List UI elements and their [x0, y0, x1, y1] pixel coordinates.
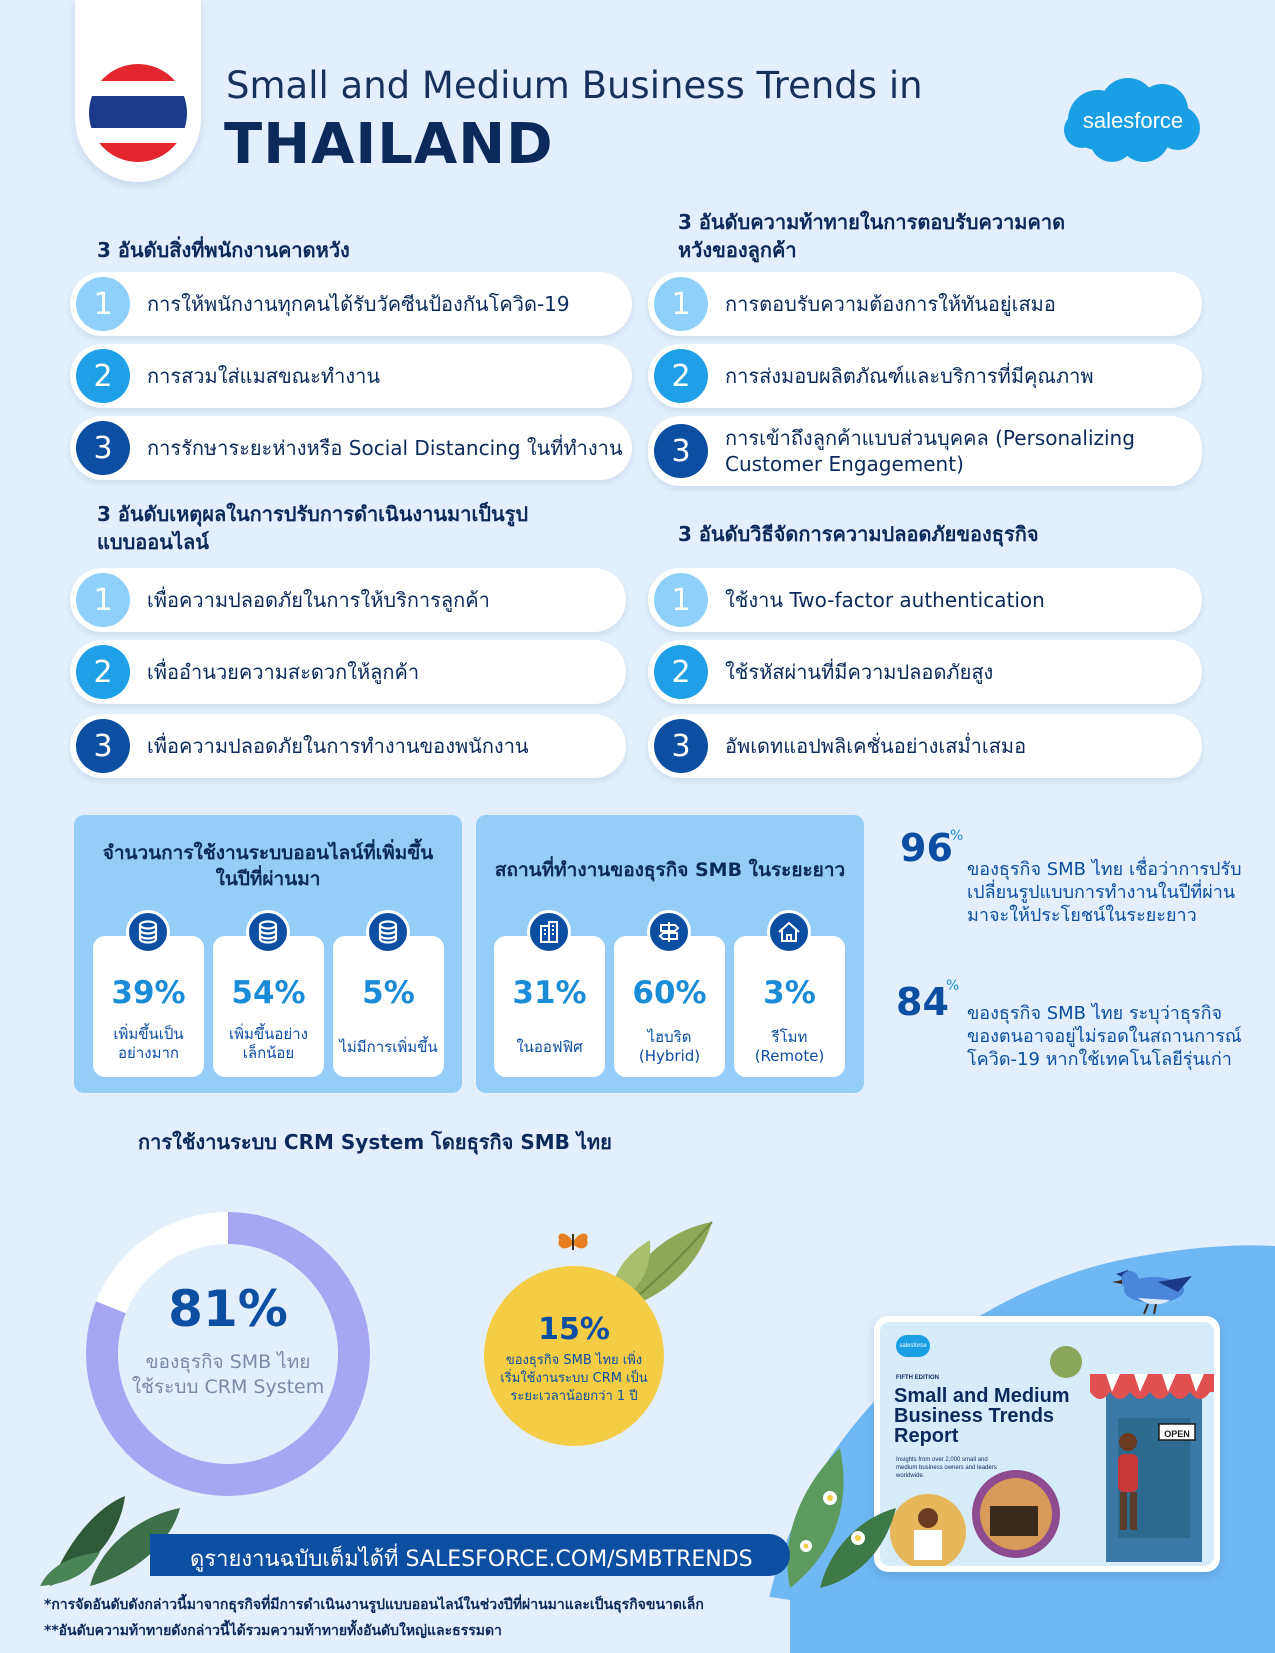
rank-badge: 1: [654, 277, 708, 331]
butterfly-icon: [556, 1228, 590, 1256]
stat-label: รีโมท (Remote): [754, 1028, 825, 1065]
footer-cta-link[interactable]: ดูรายงานฉบับเต็มได้ที่ SALESFORCE.COM/SMBTRENDS: [190, 1547, 753, 1572]
list-item-text: การตอบรับความต้องการให้ทันอยู่เสมอ: [725, 292, 1056, 316]
list-item: [70, 640, 626, 704]
stat-label: เพิ่มขึ้นเป็นอย่างมาก: [113, 1025, 184, 1062]
percent-sign: %: [946, 978, 960, 994]
list-item: [648, 344, 1202, 408]
report-logo: salesforce: [896, 1335, 930, 1357]
list-item: [70, 416, 632, 480]
open-sign: OPEN: [1164, 1429, 1190, 1439]
list-item: [648, 714, 1202, 778]
stat-percent: 39%: [111, 975, 186, 1011]
salesforce-logo[interactable]: [1062, 72, 1204, 168]
list-item-text: การรักษาระยะห่างหรือ Social Distancing ในที่ทำงาน: [147, 436, 623, 460]
title-line1: Small and Medium Business Trends in: [226, 64, 923, 107]
list-item: [70, 344, 632, 408]
list-item: [70, 272, 632, 336]
online-usage-title: จำนวนการใช้งานระบบออนไลน์ที่เพิ่มขึ้นในปีที่ผ่านมา: [102, 842, 434, 890]
challenges-section-title: 3 อันดับความท้าทายในการตอบรับความคาดหวังของลูกค้า: [678, 210, 1066, 262]
stat-percent: 54%: [231, 975, 306, 1011]
rank-badge: 3: [76, 719, 130, 773]
rank-badge: 2: [654, 645, 708, 699]
report-subtitle: Insights from over 2,000 small and medium business owners and leaders worldwide.: [896, 1457, 997, 1479]
list-item: [648, 640, 1202, 704]
stat-percent: 3%: [763, 975, 816, 1011]
employees-section-title: 3 อันดับสิ่งที่พนักงานคาดหวัง: [97, 238, 350, 262]
footnote-2: **อันดับความท้าทายดังกล่าวนี้ได้รวมความท้าทายทั้งอันดับใหญ่และธรรมดา: [44, 1623, 502, 1639]
crm-section-title: การใช้งานระบบ CRM System โดยธุรกิจ SMB ไทย: [138, 1130, 612, 1154]
donut-percent: 81%: [168, 1280, 288, 1338]
online-section-title: 3 อันดับเหตุผลในการปรับการดำเนินงานมาเป็นรูปแบบออนไลน์: [97, 502, 529, 554]
rank-badge: 3: [654, 719, 708, 773]
stat-description: ของธุรกิจ SMB ไทย เชื่อว่าการปรับเปลี่ยนรูปแบบการทำงานในปีที่ผ่านมาจะให้ประโยชน์ในระยะยาว: [967, 859, 1242, 926]
list-item-text: ใช้รหัสผ่านที่มีความปลอดภัยสูง: [725, 660, 994, 684]
report-edition: FIFTH EDITION: [896, 1375, 939, 1381]
list-item-text: เพื่ออำนวยความสะดวกให้ลูกค้า: [147, 660, 420, 684]
list-item-text: การให้พนักงานทุกคนได้รับวัคซีนป้องกันโควิด-19: [147, 292, 570, 316]
rank-badge: 2: [76, 349, 130, 403]
bird-icon: [1108, 1262, 1194, 1316]
office-building-icon: [527, 910, 571, 954]
database-icon: [246, 910, 290, 954]
stat-description: ของธุรกิจ SMB ไทย ระบุว่าธุรกิจของตนอาจอยู่ไม่รอดในสถานการณ์โควิด-19 หากใช้เทคโนโลยีรุ่นเก่า: [967, 1003, 1242, 1070]
bubble-text: ของธุรกิจ SMB ไทย เพิ่งเริ่มใช้งานระบบ CRM เป็นระยะเวลาน้อยกว่า 1 ปี: [500, 1353, 648, 1404]
list-item: [648, 416, 1202, 486]
list-item-text: เพื่อความปลอดภัยในการให้บริการลูกค้า: [147, 588, 490, 612]
stat-number: 84: [896, 980, 949, 1024]
list-item-text: การสวมใส่แมสขณะทำงาน: [147, 364, 381, 388]
database-icon: [126, 910, 170, 954]
stat-label: เพิ่มขึ้นอย่างเล็กน้อย: [229, 1025, 308, 1062]
percent-sign: %: [950, 828, 964, 844]
stat-number: 96: [900, 826, 953, 870]
list-item-text: อัพเดทแอปพลิเคชั่นอย่างเสมํ่าเสมอ: [725, 734, 1027, 758]
database-icon: [366, 910, 410, 954]
rank-badge: 3: [76, 421, 130, 475]
list-item: [648, 568, 1202, 632]
donut-text-line2: ใช้ระบบ CRM System: [131, 1376, 325, 1398]
list-item-text: ใช้งาน Two-factor authentication: [725, 588, 1045, 612]
footnote-1: *การจัดอันดับดังกล่าวนี้มาจากธุรกิจที่มีการดำเนินงานรูปแบบออนไลน์ในช่วงปีที่ผ่านมาและเป็นธุรกิจขนาดเล็ก: [44, 1597, 704, 1613]
security-section-title: 3 อันดับวิธีจัดการความปลอดภัยของธุรกิจ: [678, 522, 1039, 546]
rank-badge: 1: [654, 573, 708, 627]
signpost-icon: [647, 910, 691, 954]
rank-badge: 1: [76, 277, 130, 331]
thailand-flag-icon: [89, 64, 187, 162]
list-item-text: การส่งมอบผลิตภัณฑ์และบริการที่มีคุณภาพ: [725, 364, 1094, 388]
stat-percent: 31%: [512, 975, 587, 1011]
stat-label: ไฮบริด (Hybrid): [638, 1028, 701, 1065]
page-title: THAILAND: [224, 112, 554, 177]
rank-badge: 1: [76, 573, 130, 627]
home-icon: [767, 910, 811, 954]
list-item: [70, 714, 626, 778]
stat-percent: 60%: [632, 975, 707, 1011]
stat-label: ในออฟฟิศ: [516, 1038, 583, 1056]
list-item-text: เพื่อความปลอดภัยในการทำงานของพนักงาน: [147, 734, 529, 758]
stat-label: ไม่มีการเพิ่มขึ้น: [339, 1038, 438, 1056]
list-item-text: การเข้าถึงลูกค้าแบบส่วนบุคคล (Personalizing Customer Engagement): [725, 426, 1135, 476]
rank-badge: 3: [654, 424, 708, 478]
rank-badge: 2: [76, 645, 130, 699]
salesforce-logo-text: salesforce: [1082, 108, 1184, 133]
workplace-title: สถานที่ทำงานของธุรกิจ SMB ในระยะยาว: [494, 859, 846, 881]
rank-badge: 2: [654, 349, 708, 403]
list-item: [648, 272, 1202, 336]
donut-text-line1: ของธุรกิจ SMB ไทย: [145, 1351, 311, 1373]
report-title: Small and Medium Business Trends Report: [894, 1385, 1070, 1447]
stat-percent: 5%: [362, 975, 415, 1011]
bubble-percent: 15%: [538, 1312, 610, 1347]
list-item: [70, 568, 626, 632]
